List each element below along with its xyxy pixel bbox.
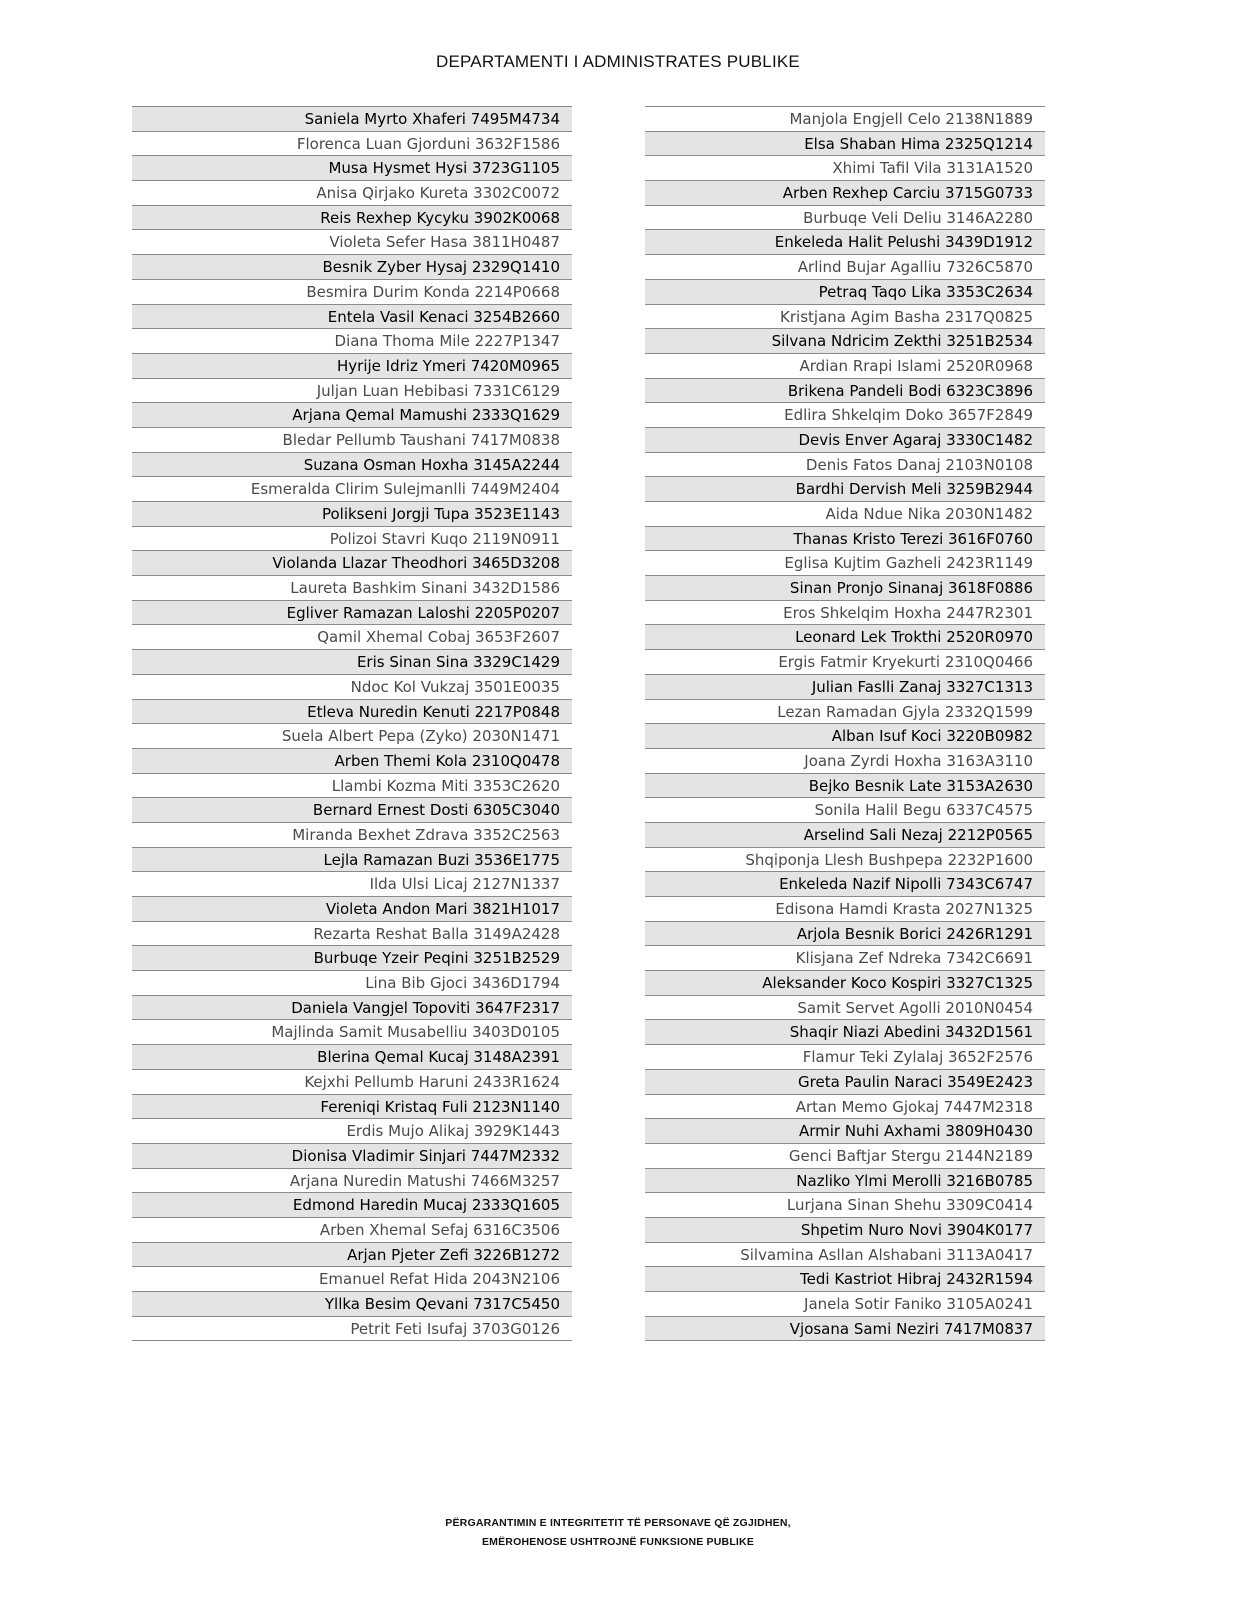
list-row: Vjosana Sami Neziri 7417M0837 [645,1316,1045,1341]
list-row: Violeta Sefer Hasa 3811H0487 [132,229,572,254]
list-row: Petraq Taqo Lika 3353C2634 [645,279,1045,304]
list-row: Esmeralda Clirim Sulejmanlli 7449M2404 [132,476,572,501]
footer-line-1: PËRGARANTIMIN E INTEGRITETIT TË PERSONAVE QË ZGJIDHEN, [445,1517,791,1529]
list-row: Arben Themi Kola 2310Q0478 [132,748,572,773]
list-row: Kristjana Agim Basha 2317Q0825 [645,304,1045,329]
list-row: Petrit Feti Isufaj 3703G0126 [132,1316,572,1341]
list-row: Sonila Halil Begu 6337C4575 [645,797,1045,822]
list-row: Nazliko Ylmi Merolli 3216B0785 [645,1168,1045,1193]
list-row: Florenca Luan Gjorduni 3632F1586 [132,131,572,156]
list-row: Daniela Vangjel Topoviti 3647F2317 [132,995,572,1020]
list-row: Genci Baftjar Stergu 2144N2189 [645,1143,1045,1168]
list-row: Diana Thoma Mile 2227P1347 [132,328,572,353]
list-row: Ardian Rrapi Islami 2520R0968 [645,353,1045,378]
list-row: Shqiponja Llesh Bushpepa 2232P1600 [645,847,1045,872]
list-row: Janela Sotir Faniko 3105A0241 [645,1291,1045,1316]
list-row: Manjola Engjell Celo 2138N1889 [645,106,1045,131]
list-row: Etleva Nuredin Kenuti 2217P0848 [132,699,572,724]
list-row: Alban Isuf Koci 3220B0982 [645,723,1045,748]
list-row: Denis Fatos Danaj 2103N0108 [645,452,1045,477]
list-row: Enkeleda Nazif Nipolli 7343C6747 [645,871,1045,896]
list-row: Suela Albert Pepa (Zyko) 2030N1471 [132,723,572,748]
list-row: Enkeleda Halit Pelushi 3439D1912 [645,229,1045,254]
list-row: Rezarta Reshat Balla 3149A2428 [132,921,572,946]
list-row: Xhimi Tafil Vila 3131A1520 [645,155,1045,180]
list-row: Musa Hysmet Hysi 3723G1105 [132,155,572,180]
list-row: Lurjana Sinan Shehu 3309C0414 [645,1192,1045,1217]
list-row: Edlira Shkelqim Doko 3657F2849 [645,402,1045,427]
list-row: Edisona Hamdi Krasta 2027N1325 [645,896,1045,921]
list-row: Miranda Bexhet Zdrava 3352C2563 [132,822,572,847]
list-row: Arjola Besnik Borici 2426R1291 [645,921,1045,946]
list-row: Eros Shkelqim Hoxha 2447R2301 [645,600,1045,625]
list-row: Elsa Shaban Hima 2325Q1214 [645,131,1045,156]
list-row: Aleksander Koco Kospiri 3327C1325 [645,970,1045,995]
footer-line-2: EMËROHENOSE USHTROJNË FUNKSIONE PUBLIKE [481,1536,755,1548]
list-row: Fereniqi Kristaq Fuli 2123N1140 [132,1094,572,1119]
list-row: Polikseni Jorgji Tupa 3523E1143 [132,501,572,526]
list-end-rule [132,1340,572,1341]
list-row: Kejxhi Pellumb Haruni 2433R1624 [132,1069,572,1094]
list-row: Arjana Nuredin Matushi 7466M3257 [132,1168,572,1193]
list-row: Entela Vasil Kenaci 3254B2660 [132,304,572,329]
list-row: Greta Paulin Naraci 3549E2423 [645,1069,1045,1094]
list-row: Arben Xhemal Sefaj 6316C3506 [132,1217,572,1242]
list-row: Llambi Kozma Miti 3353C2620 [132,773,572,798]
list-row: Burbuqe Yzeir Peqini 3251B2529 [132,945,572,970]
list-row: Lezan Ramadan Gjyla 2332Q1599 [645,699,1045,724]
list-row: Brikena Pandeli Bodi 6323C3896 [645,378,1045,403]
list-row: Ergis Fatmir Kryekurti 2310Q0466 [645,649,1045,674]
list-row: Egliver Ramazan Laloshi 2205P0207 [132,600,572,625]
list-row: Aida Ndue Nika 2030N1482 [645,501,1045,526]
list-row: Bardhi Dervish Meli 3259B2944 [645,476,1045,501]
list-row: Suzana Osman Hoxha 3145A2244 [132,452,572,477]
list-row: Reis Rexhep Kycyku 3902K0068 [132,205,572,230]
list-row: Bejko Besnik Late 3153A2630 [645,773,1045,798]
list-row: Lejla Ramazan Buzi 3536E1775 [132,847,572,872]
list-row: Silvana Ndricim Zekthi 3251B2534 [645,328,1045,353]
list-row: Julian Faslli Zanaj 3327C1313 [645,674,1045,699]
list-row: Blerina Qemal Kucaj 3148A2391 [132,1044,572,1069]
list-row: Sinan Pronjo Sinanaj 3618F0886 [645,575,1045,600]
list-row: Anisa Qirjako Kureta 3302C0072 [132,180,572,205]
list-row: Arjana Qemal Mamushi 2333Q1629 [132,402,572,427]
list-row: Edmond Haredin Mucaj 2333Q1605 [132,1192,572,1217]
list-row: Bernard Ernest Dosti 6305C3040 [132,797,572,822]
list-row: Leonard Lek Trokthi 2520R0970 [645,624,1045,649]
list-row: Shaqir Niazi Abedini 3432D1561 [645,1019,1045,1044]
list-row: Eris Sinan Sina 3329C1429 [132,649,572,674]
list-row: Flamur Teki Zylalaj 3652F2576 [645,1044,1045,1069]
right-name-list [645,106,1045,1341]
list-row: Erdis Mujo Alikaj 3929K1443 [132,1118,572,1143]
list-row: Laureta Bashkim Sinani 3432D1586 [132,575,572,600]
list-row: Burbuqe Veli Deliu 3146A2280 [645,205,1045,230]
list-row: Hyrije Idriz Ymeri 7420M0965 [132,353,572,378]
list-row: Polizoi Stavri Kuqo 2119N0911 [132,526,572,551]
list-row: Juljan Luan Hebibasi 7331C6129 [132,378,572,403]
list-row: Arlind Bujar Agalliu 7326C5870 [645,254,1045,279]
list-row: Qamil Xhemal Cobaj 3653F2607 [132,624,572,649]
list-row: Saniela Myrto Xhaferi 7495M4734 [132,106,572,131]
list-row: Arjan Pjeter Zefi 3226B1272 [132,1242,572,1267]
list-row: Dionisa Vladimir Sinjari 7447M2332 [132,1143,572,1168]
list-row: Majlinda Samit Musabelliu 3403D0105 [132,1019,572,1044]
list-row: Samit Servet Agolli 2010N0454 [645,995,1045,1020]
list-end-rule [645,1340,1045,1341]
list-row: Shpetim Nuro Novi 3904K0177 [645,1217,1045,1242]
list-row: Violeta Andon Mari 3821H1017 [132,896,572,921]
list-row: Joana Zyrdi Hoxha 3163A3110 [645,748,1045,773]
list-row: Bledar Pellumb Taushani 7417M0838 [132,427,572,452]
list-row: Ndoc Kol Vukzaj 3501E0035 [132,674,572,699]
list-row: Ilda Ulsi Licaj 2127N1337 [132,871,572,896]
list-row: Silvamina Asllan Alshabani 3113A0417 [645,1242,1045,1267]
list-row: Arselind Sali Nezaj 2212P0565 [645,822,1045,847]
list-row: Tedi Kastriot Hibraj 2432R1594 [645,1266,1045,1291]
list-row: Arben Rexhep Carciu 3715G0733 [645,180,1045,205]
list-row: Yllka Besim Qevani 7317C5450 [132,1291,572,1316]
list-row: Eglisa Kujtim Gazheli 2423R1149 [645,550,1045,575]
page-title: DEPARTAMENTI I ADMINISTRATES PUBLIKE [436,52,800,71]
list-row: Devis Enver Agaraj 3330C1482 [645,427,1045,452]
list-row: Violanda Llazar Theodhori 3465D3208 [132,550,572,575]
left-name-list [132,106,572,1341]
list-row: Thanas Kristo Terezi 3616F0760 [645,526,1045,551]
list-row: Klisjana Zef Ndreka 7342C6691 [645,945,1045,970]
page-footer [0,1514,1236,1552]
list-row: Artan Memo Gjokaj 7447M2318 [645,1094,1045,1119]
list-row: Besnik Zyber Hysaj 2329Q1410 [132,254,572,279]
list-row: Besmira Durim Konda 2214P0668 [132,279,572,304]
list-row: Armir Nuhi Axhami 3809H0430 [645,1118,1045,1143]
list-row: Lina Bib Gjoci 3436D1794 [132,970,572,995]
list-row: Emanuel Refat Hida 2043N2106 [132,1266,572,1291]
